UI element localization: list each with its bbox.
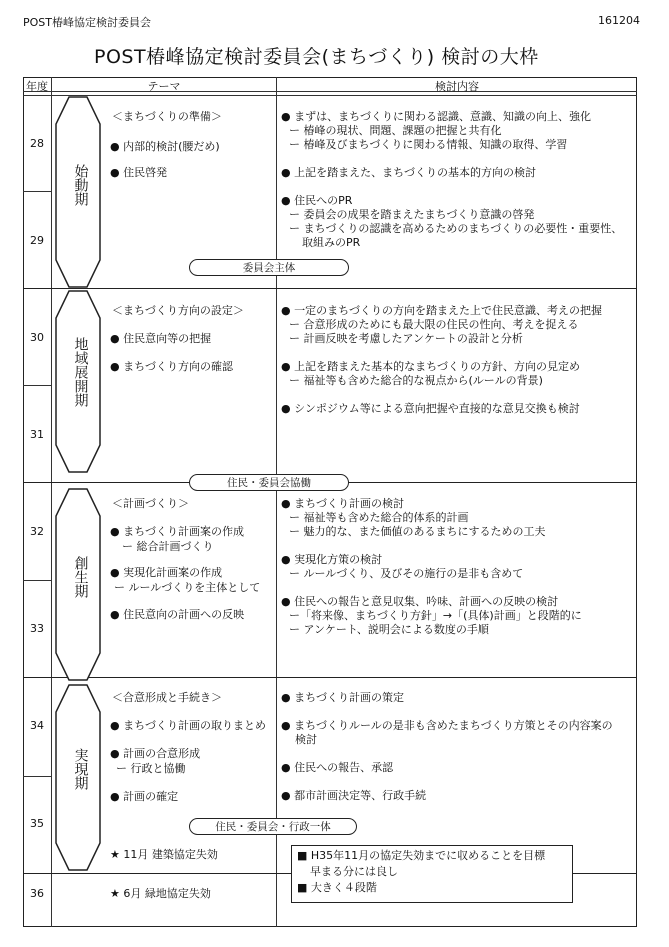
theme-expiry: ★ 6月 緑地協定失効 [110, 887, 211, 900]
content-subitem: ー ルールづくり、及びその施行の是非も含めて [289, 567, 524, 580]
theme-subitem: ー 総合計画づくり [122, 540, 214, 553]
content-subitem: ー まちづくりの認識を高めるためのまちづくりの必要性・重要性、 [289, 222, 623, 235]
org-name: POST椿峰協定検討委員会 [23, 16, 151, 29]
year-column-divider [51, 77, 52, 927]
content-item: ● 上記を踏まえた基本的なまちづくりの方針、方向の見定め [281, 360, 580, 373]
phase-label-realization: 実現期 [72, 748, 89, 790]
phase-label-start: 始動期 [72, 164, 89, 206]
theme-heading: ＜合意形成と手続き＞ [112, 691, 222, 704]
content-item: ● 実現化方策の検討 [281, 553, 383, 566]
year-label: 35 [30, 817, 44, 830]
year-label: 31 [30, 428, 44, 441]
theme-heading: ＜計画づくり＞ [112, 497, 189, 510]
year-divider [23, 385, 51, 386]
theme-item: ● まちづくり方向の確認 [110, 360, 233, 373]
theme-subitem: ー ルールづくりを主体として [114, 581, 261, 594]
theme-item: ● まちづくり計画の取りまとめ [110, 719, 266, 732]
content-subitem: ー 計画反映を考慮したアンケートの設計と分析 [289, 332, 523, 345]
phase-label-regional: 地域展開期 [72, 337, 89, 407]
year-label: 28 [30, 137, 44, 150]
content-item: ● 一定のまちづくりの方向を踏まえた上で住民意識、考えの把握 [281, 304, 602, 317]
theme-item: ● 住民意向等の把握 [110, 332, 212, 345]
content-item: ● まちづくり計画の検討 [281, 497, 404, 510]
content-subitem: ー 椿峰及びまちづくりに関わる情報、知識の取得、学習 [289, 138, 568, 151]
content-subitem: ー 委員会の成果を踏まえたまちづくり意識の啓発 [289, 208, 535, 221]
content-item: ● まずは、まちづくりに関わる認識、意識、知識の向上、強化 [281, 110, 591, 123]
year-divider [23, 191, 51, 192]
column-header-year: 年度 [26, 80, 48, 93]
note-line: ■ 大きく４段階 [297, 881, 377, 894]
theme-item: ● まちづくり計画案の作成 [110, 525, 244, 538]
content-item: ● まちづくりルールの是非も含めたまちづくり方策とその内容案の [281, 719, 613, 732]
pill-residents-committee: 住民・委員会協働 [189, 474, 349, 491]
content-subitem: ー アンケート、説明会による数度の手順 [289, 623, 489, 636]
theme-item: ● 計画の合意形成 [110, 747, 201, 760]
year-label: 34 [30, 719, 44, 732]
column-header-theme: テーマ [147, 80, 181, 93]
content-subitem: ー 椿峰の現状、問題、課題の把握と共有化 [289, 124, 502, 137]
content-subitem: ー 合意形成のためにも最大限の住民の性向、考えを捉える [289, 318, 579, 331]
page-title: POST椿峰協定検討委員会(まちづくり) 検討の大枠 [94, 46, 539, 68]
theme-item: ● 住民啓発 [110, 166, 168, 179]
content-item: ● 都市計画決定等、行政手続 [281, 789, 427, 802]
phase-divider [23, 677, 637, 678]
theme-column-divider [276, 77, 277, 927]
theme-subitem: ー 行政と協働 [116, 762, 186, 775]
theme-item: ● 実現化計画案の作成 [110, 566, 223, 579]
content-subitem: ー 福祉等も含めた総合的体系的計画 [289, 511, 469, 524]
year-label: 32 [30, 525, 44, 538]
column-header-content: 検討内容 [435, 80, 479, 93]
document-code: 161204 [598, 14, 640, 27]
year-label: 36 [30, 887, 44, 900]
content-continuation: 検討 [295, 733, 317, 746]
content-item: ● 住民へのPR [281, 194, 353, 207]
content-continuation: 取組みのPR [302, 236, 361, 249]
content-item: ● 住民への報告と意見収集、吟味、計画への反映の検討 [281, 595, 559, 608]
theme-heading: ＜まちづくり方向の設定＞ [112, 304, 244, 317]
year-divider [23, 580, 51, 581]
content-item: ● 上記を踏まえた、まちづくりの基本的方向の検討 [281, 166, 536, 179]
content-item: ● まちづくり計画の策定 [281, 691, 404, 704]
theme-expiry: ★ 11月 建築協定失効 [110, 848, 218, 861]
year-divider [23, 776, 51, 777]
year-label: 30 [30, 331, 44, 344]
content-subitem: ー「将来像、まちづくり方針」→「(具体)計画」と段階的に [289, 609, 582, 622]
content-item: ● シンポジウム等による意向把握や直接的な意見交換も検討 [281, 402, 580, 415]
header-row-line-2 [23, 95, 637, 96]
content-subitem: ー 福祉等も含めた総合的な視点から(ルールの背景) [289, 374, 543, 387]
theme-heading: ＜まちづくりの準備＞ [112, 110, 222, 123]
theme-item: ● 内部的検討(腰だめ) [110, 140, 220, 153]
note-line: ■ H35年11月の協定失効までに収めることを目標 [297, 849, 546, 862]
phase-label-creation: 創生期 [72, 556, 89, 598]
phase-divider [23, 288, 637, 289]
note-line: 早まる分には良し [310, 865, 398, 878]
theme-item: ● 計画の確定 [110, 790, 179, 803]
content-subitem: ー 魅力的な、また価値のあるまちにするための工夫 [289, 525, 546, 538]
content-item: ● 住民への報告、承認 [281, 761, 394, 774]
year-label: 29 [30, 234, 44, 247]
pill-residents-committee-government: 住民・委員会・行政一体 [189, 818, 357, 835]
theme-item: ● 住民意向の計画への反映 [110, 608, 245, 621]
pill-committee-led: 委員会主体 [189, 259, 349, 276]
year-label: 33 [30, 622, 44, 635]
